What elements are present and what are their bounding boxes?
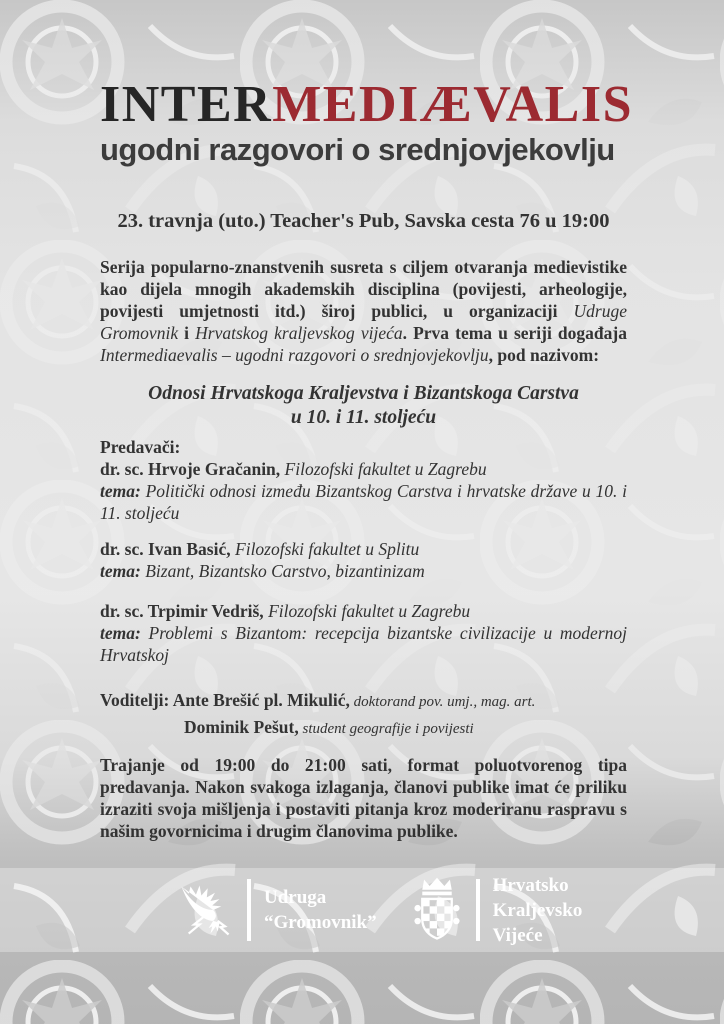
moderator-name: Ante Brešić pl. Mikulić, (169, 690, 350, 710)
speaker-entry (100, 458, 627, 524)
moderator-role: doktorand pov. umj., mag. art. (349, 694, 536, 710)
intro-seg-1: Serija popularno-znanstvenih susreta s ciljem otvaranja medievistike kao dijela mnogih akademskih disciplina (povijesti, arheologije, povijesti umjetnosti itd.) široj publici, u organizaciji (100, 257, 627, 321)
speaker-tema-line (100, 622, 627, 666)
title-part-inter: INTER (100, 76, 273, 133)
divider-bar (476, 879, 480, 941)
org-vijece-line1: Hrvatsko (492, 874, 569, 896)
speaker-affiliation: Filozofski fakultet u Zagrebu (263, 601, 471, 621)
intro-seg-7: , pod nazivom: (488, 345, 600, 365)
speaker-entry (100, 600, 627, 666)
closing-paragraph: Trajanje od 19:00 do 21:00 sati, format poluotvorenog tipa predavanja. Nakon svakoga izlaganja, članovi publike imat će priliku izraziti svoja mišljenja i postaviti pitanja kroz moderiranu raspravu s našim govornicima i drugim članovima publike. (100, 755, 627, 841)
intro-org-gromovnik: Udruge Gromovnik (100, 301, 627, 343)
topic-line-1: Odnosi Hrvatskoga Kraljevstva i Bizantskoga Carstva (148, 383, 579, 404)
divider-bar (247, 879, 251, 941)
speaker-entry (100, 538, 627, 582)
intro-paragraph (100, 256, 627, 366)
org-vijece-name (493, 873, 583, 948)
moderator-name: Dominik Pešut, (184, 717, 299, 737)
intro-seg-5: . Prva tema u seriji događaja (402, 323, 627, 343)
org-gromovnik-line1: Udruga (264, 887, 327, 908)
org-vijece-line2: Kraljevsko (492, 899, 583, 921)
speaker-tema: Politički odnosi između Bizantskog Carstva i hrvatske države u 10. i 11. stoljeću (100, 481, 627, 523)
org-vijece-line3: Vijeće (492, 924, 543, 946)
speaker-name: dr. sc. Hrvoje Gračanin, (100, 459, 281, 479)
intro-seg-3: i (178, 323, 196, 343)
eagle-lightning-icon (176, 881, 234, 939)
org-gromovnik (176, 879, 377, 941)
topic-title (100, 382, 627, 430)
speaker-name-line (100, 458, 627, 480)
speaker-name: dr. sc. Ivan Basić, (100, 539, 231, 559)
tema-label: tema: (100, 561, 141, 581)
speaker-tema-line (100, 480, 627, 524)
moderator-line (100, 715, 627, 742)
checkered-crest-icon (411, 875, 463, 945)
topic-line-2: u 10. i 11. stoljeću (290, 407, 437, 428)
speaker-name-line (100, 538, 627, 560)
speaker-tema: Problemi s Bizantom: recepcija bizantske civilizacije u modernoj Hrvatskoj (100, 623, 627, 665)
speaker-affiliation: Filozofski fakultet u Zagrebu (280, 459, 487, 479)
org-vijece (411, 873, 583, 948)
moderators-label: Voditelji: (100, 690, 170, 710)
speaker-affiliation: Filozofski fakultet u Splitu (230, 539, 420, 559)
title-part-mediaevalis: MEDIÆVALIS (272, 76, 634, 133)
intro-org-vijece: Hrvatskog kraljevskog vijeća (195, 323, 403, 343)
event-datetime-location: 23. travnja (uto.) Teacher's Pub, Savska cesta 76 u 19:00 (117, 210, 610, 232)
speaker-tema-line (100, 560, 627, 582)
moderator-line (100, 688, 627, 715)
org-gromovnik-name (264, 885, 377, 935)
org-gromovnik-line2: “Gromovnik” (264, 912, 377, 933)
speaker-name-line (100, 600, 627, 622)
intro-series-name: Intermediaevalis – ugodni razgovori o srednjovjekovlju (100, 345, 489, 365)
tema-label: tema: (100, 623, 141, 643)
moderator-role: student geografije i povijesti (298, 721, 474, 737)
speaker-tema: Bizant, Bizantsko Carstvo, bizantinizam (140, 561, 425, 581)
moderators-section (100, 688, 627, 742)
speaker-name: dr. sc. Trpimir Vedriš, (100, 601, 264, 621)
footer-logo-band (0, 868, 724, 952)
poster-title (100, 76, 634, 133)
speakers-label: Predavači: (100, 437, 181, 457)
poster-subtitle: ugodni razgovori o srednjovjekovlju (100, 132, 615, 167)
tema-label: tema: (100, 481, 141, 501)
